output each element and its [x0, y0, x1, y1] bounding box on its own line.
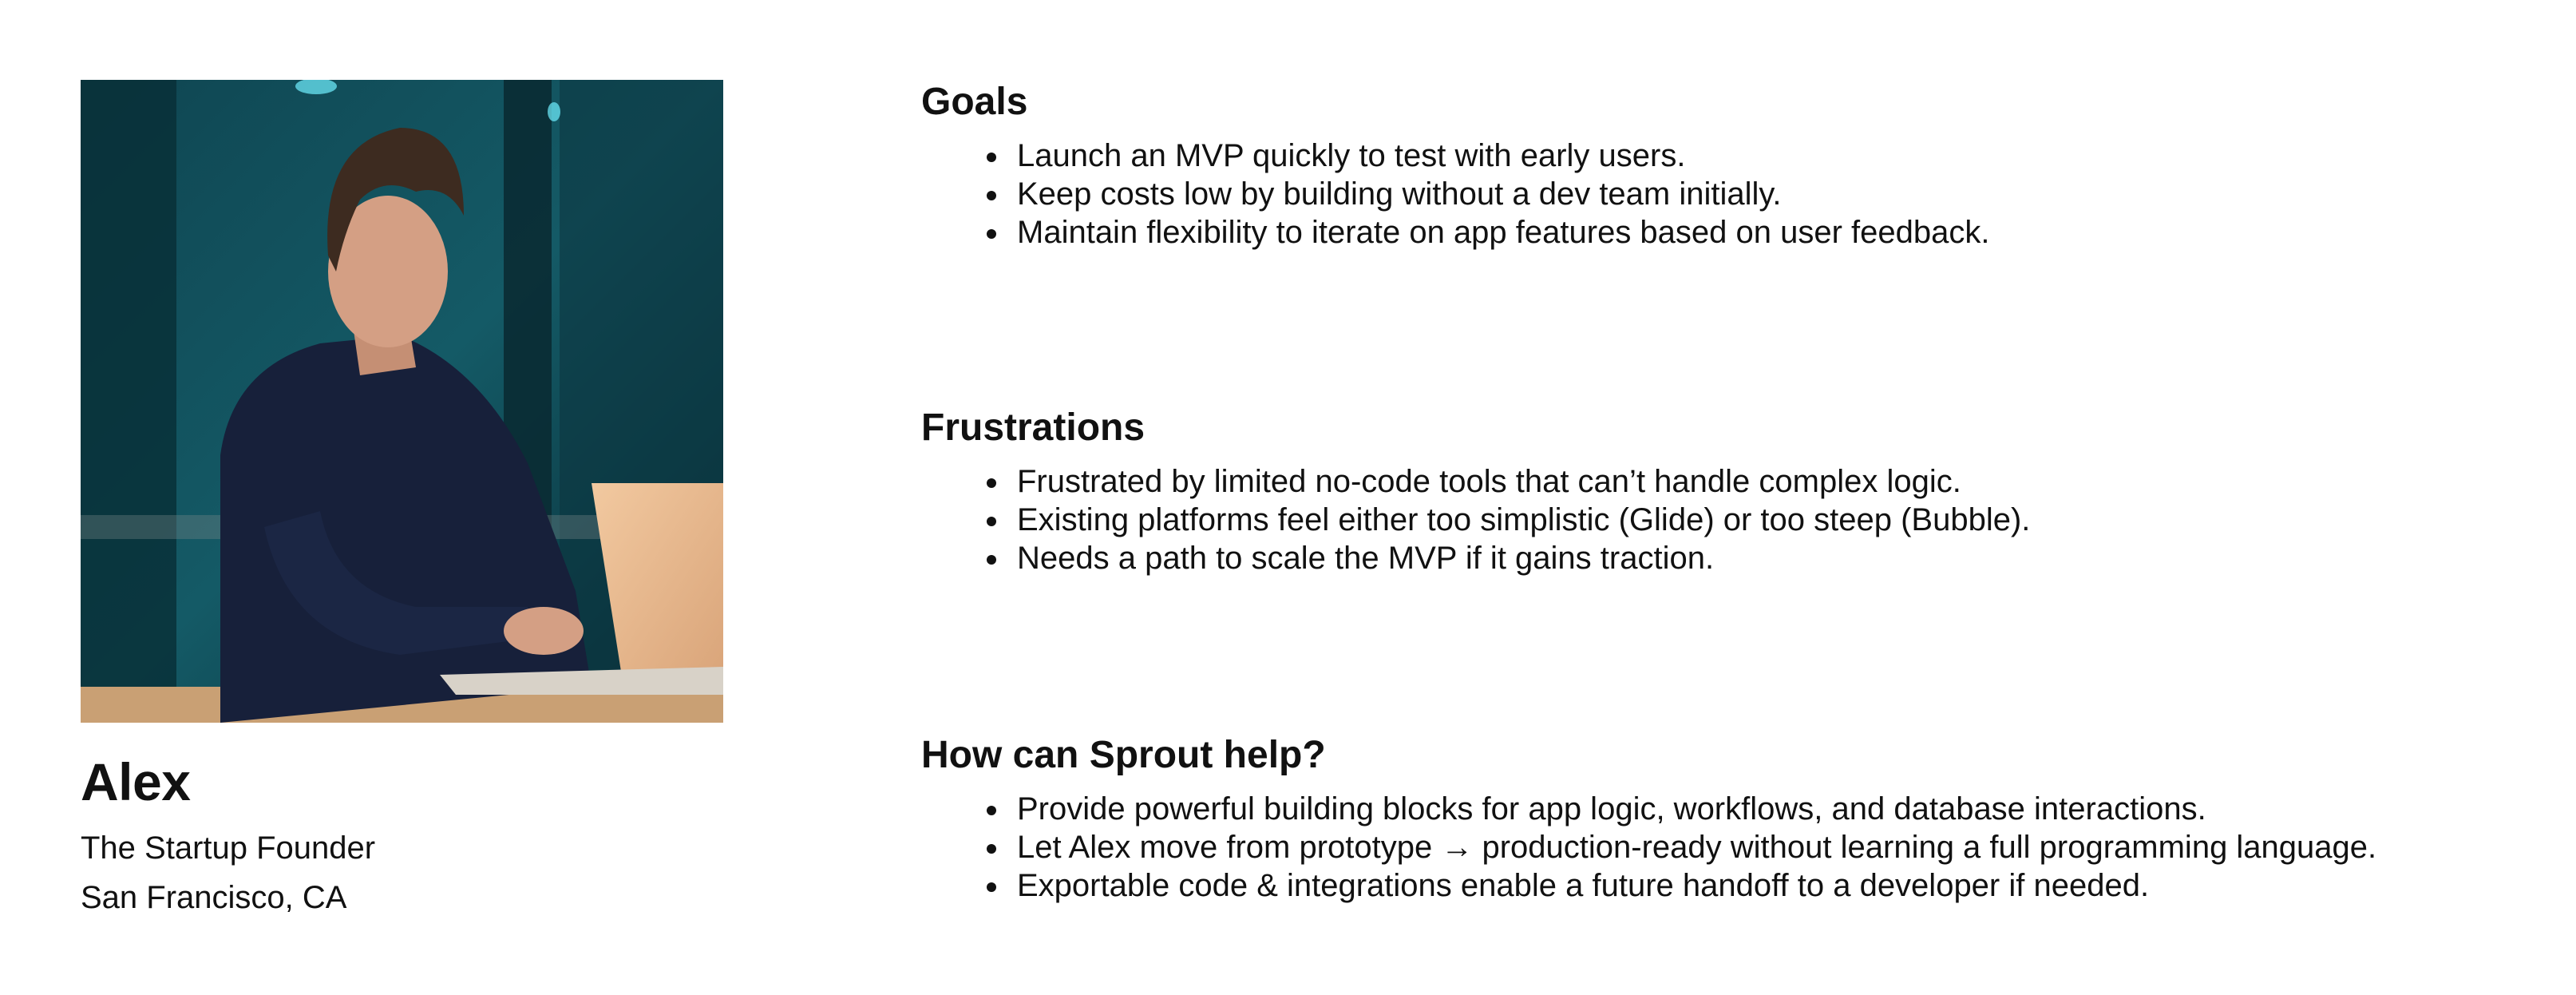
list-item: Maintain flexibility to iterate on app features based on user feedback.: [1017, 213, 2534, 252]
persona-card: [81, 80, 723, 917]
persona-role: The Startup Founder: [81, 830, 376, 866]
goals-section: [921, 80, 2534, 252]
list-item: Launch an MVP quickly to test with early users.: [1017, 137, 2534, 175]
list-item: Let Alex move from prototype → production-ready without learning a full programming language.: [1017, 828, 2534, 866]
help-list: [921, 790, 2534, 905]
help-section: [921, 733, 2534, 905]
frustrations-title: Frustrations: [921, 406, 1146, 449]
frustrations-list: [921, 462, 2534, 577]
list-item: Existing platforms feel either too simplistic (Glide) or too steep (Bubble).: [1017, 501, 2534, 539]
frustrations-section: [921, 406, 2534, 577]
person-photo-illustration: [81, 80, 723, 723]
list-item: Exportable code & integrations enable a future handoff to a developer if needed.: [1017, 866, 2534, 905]
persona-name: Alex: [81, 752, 191, 811]
persona-photo: [81, 80, 723, 723]
goals-title: Goals: [921, 81, 1028, 123]
persona-location: San Francisco, CA: [81, 879, 347, 915]
list-item: Frustrated by limited no-code tools that can’t handle complex logic.: [1017, 462, 2534, 501]
help-title: How can Sprout help?: [921, 734, 1326, 776]
list-item: Keep costs low by building without a dev team initially.: [1017, 175, 2534, 213]
list-item: Needs a path to scale the MVP if it gains traction.: [1017, 539, 2534, 577]
goals-list: [921, 137, 2534, 252]
list-item: Provide powerful building blocks for app logic, workflows, and database interactions.: [1017, 790, 2534, 828]
